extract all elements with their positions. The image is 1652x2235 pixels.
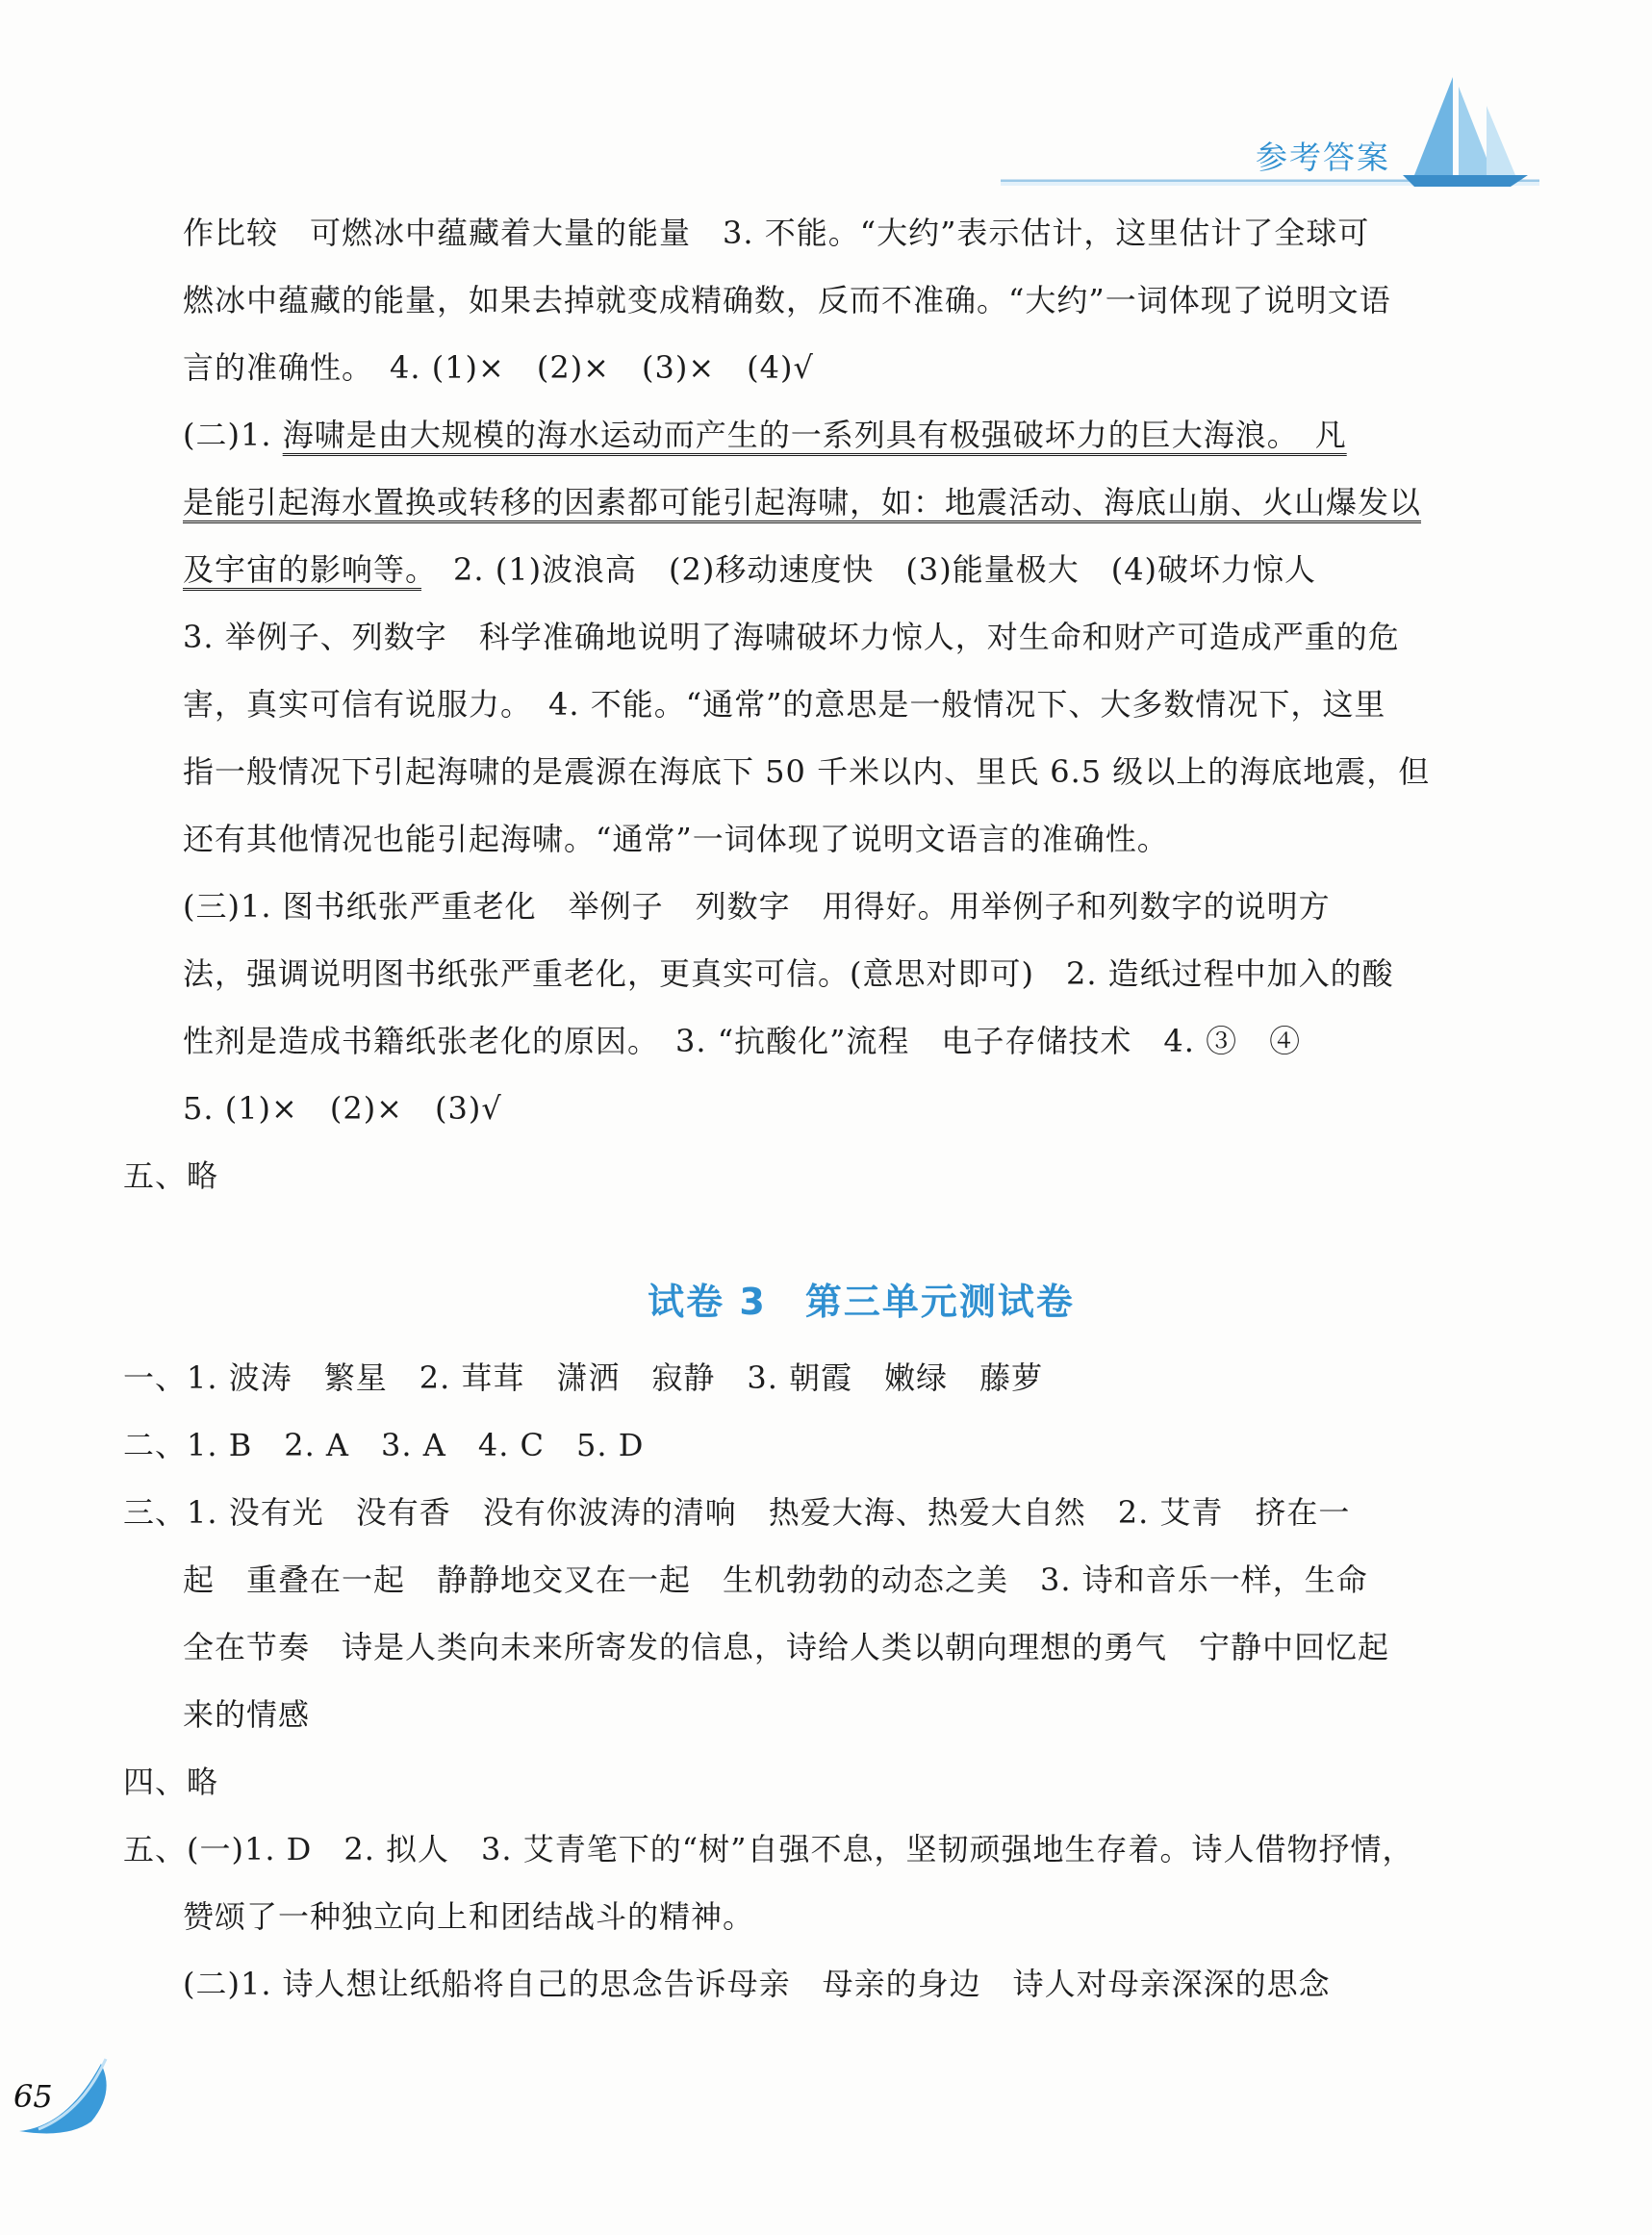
answer-line: 来的情感 <box>183 1696 311 1733</box>
answer-line: 燃冰中蕴藏的能量，如果去掉就变成精确数，反而不准确。“大约”一词体现了说明文语 <box>183 282 1391 318</box>
section-title: 试卷 3 第三单元测试卷 <box>648 1281 1075 1323</box>
answer-line: 五、(一)1. D 2. 拟人 3. 艾青笔下的“树”自强不息，坚韧顽强地生存着。诗人借物抒情， <box>123 1831 1414 1867</box>
page-number: 65 <box>13 2078 53 2115</box>
answer-line: 起 重叠在一起 静静地交叉在一起 生机勃勃的动态之美 3. 诗和音乐一样，生命 <box>183 1562 1368 1598</box>
answer-line: 一、1. 波涛 繁星 2. 茸茸 潇洒 寂静 3. 朝霞 嫩绿 藤萝 <box>123 1359 1044 1396</box>
underlined-text: 及宇宙的影响等。 <box>183 551 422 588</box>
answer-line: 言的准确性。 4. (1)× (2)× (3)× (4)√ <box>183 349 814 386</box>
answer-line: 赞颂了一种独立向上和团结战斗的精神。 <box>183 1898 755 1935</box>
answer-line: 还有其他情况也能引起海啸。“通常”一词体现了说明文语言的准确性。 <box>183 821 1169 857</box>
answer-line: 害，真实可信有说服力。 4. 不能。“通常”的意思是一般情况下、大多数情况下，这里 <box>183 686 1386 723</box>
answer-line: 法，强调说明图书纸张严重老化，更真实可信。(意思对即可) 2. 造纸过程中加入的酸 <box>183 955 1394 992</box>
answer-line <box>183 483 1421 521</box>
underlined-text: 海啸是由大规模的海水运动而产生的一系列具有极强破坏力的巨大海浪。 凡 <box>282 417 1347 453</box>
underlined-text: 是能引起海水置换或转移的因素都可能引起海啸，如：地震活动、海底山崩、火山爆发以 <box>183 484 1422 521</box>
answer-line: 五、略 <box>123 1157 219 1194</box>
answer-line: (三)1. 图书纸张严重老化 举例子 列数字 用得好。用举例子和列数字的说明方 <box>183 888 1331 925</box>
header-title: 参考答案 <box>1256 139 1390 176</box>
answer-line: 作比较 可燃冰中蕴藏着大量的能量 3. 不能。“大约”表示估计，这里估计了全球可 <box>183 215 1370 251</box>
answer-line: (二)1. 诗人想让纸船将自己的思念告诉母亲 母亲的身边 诗人对母亲深深的思念 <box>183 1966 1331 2002</box>
answer-line <box>183 416 1347 454</box>
answer-line: 四、略 <box>123 1764 219 1800</box>
answer-line: 5. (1)× (2)× (3)√ <box>183 1090 502 1127</box>
answer-line: 3. 举例子、列数字 科学准确地说明了海啸破坏力惊人，对生命和财产可造成严重的危 <box>183 619 1400 655</box>
answer-line: 指一般情况下引起海啸的是震源在海底下 50 千米以内、里氏 6.5 级以上的海底地震，但 <box>183 753 1431 790</box>
answer-line: 性剂是造成书籍纸张老化的原因。 3. “抗酸化”流程 电子存储技术 4. ③ ④ <box>183 1023 1302 1059</box>
answer-line: 全在节奏 诗是人类向未来所寄发的信息，诗给人类以朝向理想的勇气 宁静中回忆起 <box>183 1629 1390 1665</box>
item-label: (二)1. <box>183 417 283 453</box>
answer-line: 三、1. 没有光 没有香 没有你波涛的清响 热爱大海、热爱大自然 2. 艾青 挤在一 <box>123 1494 1351 1531</box>
answer-line <box>183 550 1316 589</box>
answer-line: 二、1. B 2. A 3. A 4. C 5. D <box>123 1427 645 1463</box>
answer-text: 2. (1)波浪高 (2)移动速度快 (3)能量极大 (4)破坏力惊人 <box>421 551 1317 588</box>
